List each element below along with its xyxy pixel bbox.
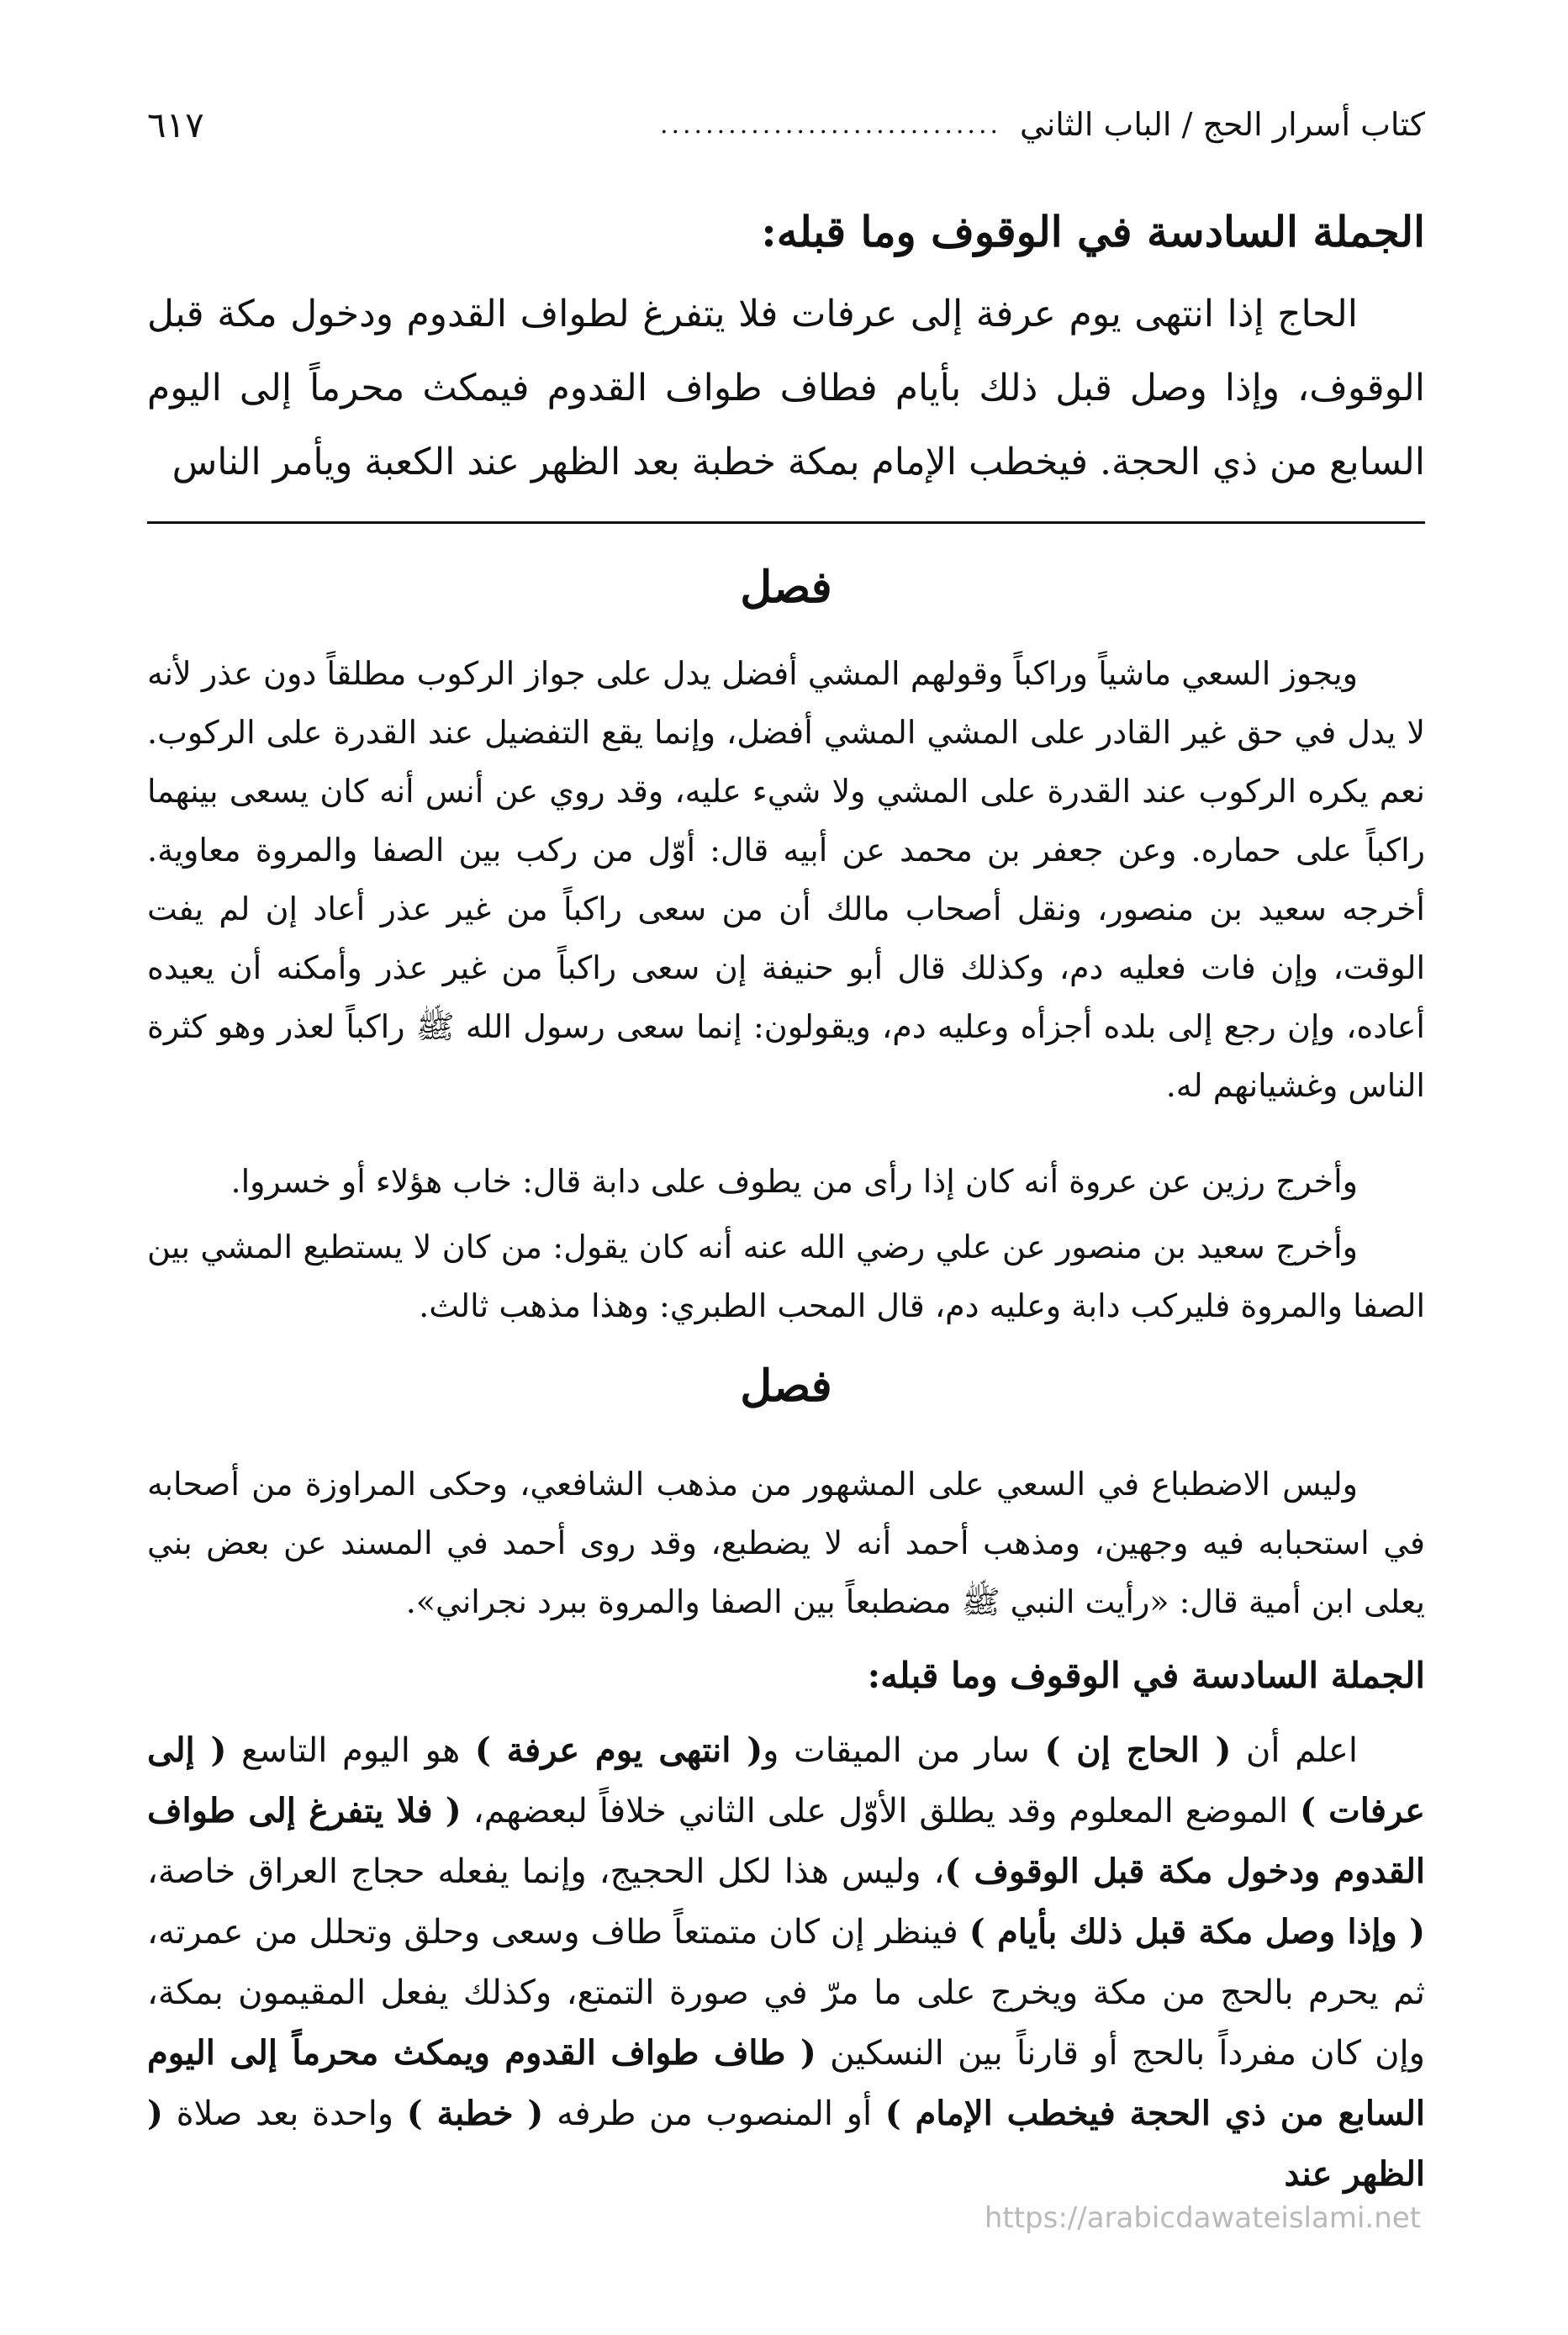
plain-text: واحدة بعد صلاة — [176, 2095, 394, 2133]
plain-text: أو المنصوب من طرفه — [556, 2095, 873, 2133]
plain-text: هو اليوم التاسع — [241, 1731, 461, 1770]
plain-text: الموضع المعلوم وقد يطلق الأوّل على الثاني خلافاً لبعضهم، — [473, 1792, 1289, 1830]
main-text — [147, 277, 1425, 499]
section-title-fasl-2: فصل — [740, 1360, 832, 1412]
quoted-matn: ( إلى عرفات ) — [147, 1730, 1425, 1830]
separator-rule — [147, 521, 1425, 524]
section-1-paragraph-3 — [147, 1218, 1425, 1335]
commentary-heading: الجملة السادسة في الوقوف وما قبله: — [867, 1655, 1425, 1696]
section-1-paragraph-1 — [147, 644, 1425, 1115]
page-number: ٦١٧ — [147, 103, 204, 145]
commentary-paragraph — [147, 1720, 1425, 2205]
paragraph-text: ويجوز السعي ماشياً وراكباً وقولهم المشي أفضل يدل على جواز الركوب مطلقاً دون عذر لأنه لا يدل في حق غير القادر على المشي المشي أفضل، وإنما يقع التفضيل عند القدرة على الركوب. نعم يكره الركوب عند القدرة على المشي ولا شيء عليه، وقد روي عن أنس أنه كان يسعى بينهما راكباً على حماره. وعن جعفر بن محمد عن أبيه قال: أوّل من ركب بين الصفا والمروة معاوية. أخرجه سعيد بن منصور، ونقل أصحاب مالك أن من سعى راكباً من غير عذر أعاد إن لم يفت الوقت، وإن فات فعليه دم، وكذلك قال أبو حنيفة إن سعى راكباً من غير عذر وأمكنه أن يعيده أعاده، وإن رجع إلى بلده أجزأه وعليه دم، ويقولون: إنما سعى رسول الله ﷺ راكباً لعذر وهو كثرة الناس وغشيانهم له. — [147, 655, 1425, 1104]
running-title: كتاب أسرار الحج / الباب الثاني — [1020, 106, 1425, 143]
section-2-paragraph-1 — [147, 1455, 1425, 1631]
quoted-matn: ( خطبة ) — [406, 2094, 544, 2133]
quoted-matn: ( الظهر عند — [147, 2094, 1425, 2194]
paragraph-text: وأخرج سعيد بن منصور عن علي رضي الله عنه أنه كان يقول: من كان لا يستطيع المشي بين الصفا والمروة فليركب دابة وعليه دم، قال المحب الطبري: وهذا مذهب ثالث. — [147, 1228, 1425, 1324]
paragraph-text: وليس الاضطباع في السعي على المشهور من مذهب الشافعي، وحكى المراوزة من أصحابه في استحبابه فيه وجهين، ومذهب أحمد أنه لا يضطبع، وقد روى أحمد في المسند عن بعض بني يعلى ابن أمية قال: «رأيت النبي ﷺ مضطبعاً بين الصفا والمروة ببرد نجراني». — [147, 1466, 1425, 1620]
commentary-text — [147, 1720, 1425, 2205]
quoted-matn: ( الحاج إن ) — [1044, 1730, 1232, 1770]
plain-text: سار من الميقات و — [763, 1731, 1030, 1770]
plain-text: ، وليس هذا لكل الحجيج، وإنما يفعله حجاج العراق خاصة، — [147, 1852, 945, 1891]
quoted-matn: ( انتهى يوم عرفة ) — [474, 1730, 763, 1770]
section-title-fasl-1: فصل — [740, 562, 832, 613]
page-header — [147, 99, 1425, 150]
leader-dots: .............................. — [659, 109, 1002, 140]
section-1-paragraph-2 — [147, 1152, 1425, 1211]
main-text-heading: الجملة السادسة في الوقوف وما قبله: — [761, 207, 1425, 256]
plain-text: فينظر إن كان متمتعاً طاف وسعى وحلق وتحلل من عمرته، ثم يحرم بالحج من مكة ويخرج على ما مرّ في صورة التمتع، وكذلك يفعل المقيمون بمكة، وإن كان مفرداً بالحج أو قارناً بين النسكين — [147, 1913, 1425, 2073]
main-text-paragraph: الحاج إذا انتهى يوم عرفة إلى عرفات فلا يتفرغ لطواف القدوم ودخول مكة قبل الوقوف، وإذا وصل قبل ذلك بأيام فطاف طواف القدوم فيمكث محرماً إلى اليوم السابع من ذي الحجة. فيخطب الإمام بمكة خطبة بعد الظهر عند الكعبة ويأمر الناس — [147, 293, 1425, 483]
paragraph-text: وأخرج رزين عن عروة أنه كان إذا رأى من يطوف على دابة قال: خاب هؤلاء أو خسروا. — [230, 1163, 1358, 1200]
watermark-url: https://arabicdawateislami.net — [984, 2201, 1421, 2235]
quoted-matn: ( وإذا وصل مكة قبل ذلك بأيام ) — [969, 1912, 1425, 1952]
quoted-matn: ( طاف طواف القدوم ويمكث محرماً إلى اليوم السابع من ذي الحجة فيخطب الإمام ) — [147, 2033, 1425, 2133]
plain-text: اعلم أن — [1246, 1731, 1358, 1770]
quoted-matn: ( فلا يتفرغ إلى طواف القدوم ودخول مكة قبل الوقوف ) — [147, 1791, 1425, 1891]
